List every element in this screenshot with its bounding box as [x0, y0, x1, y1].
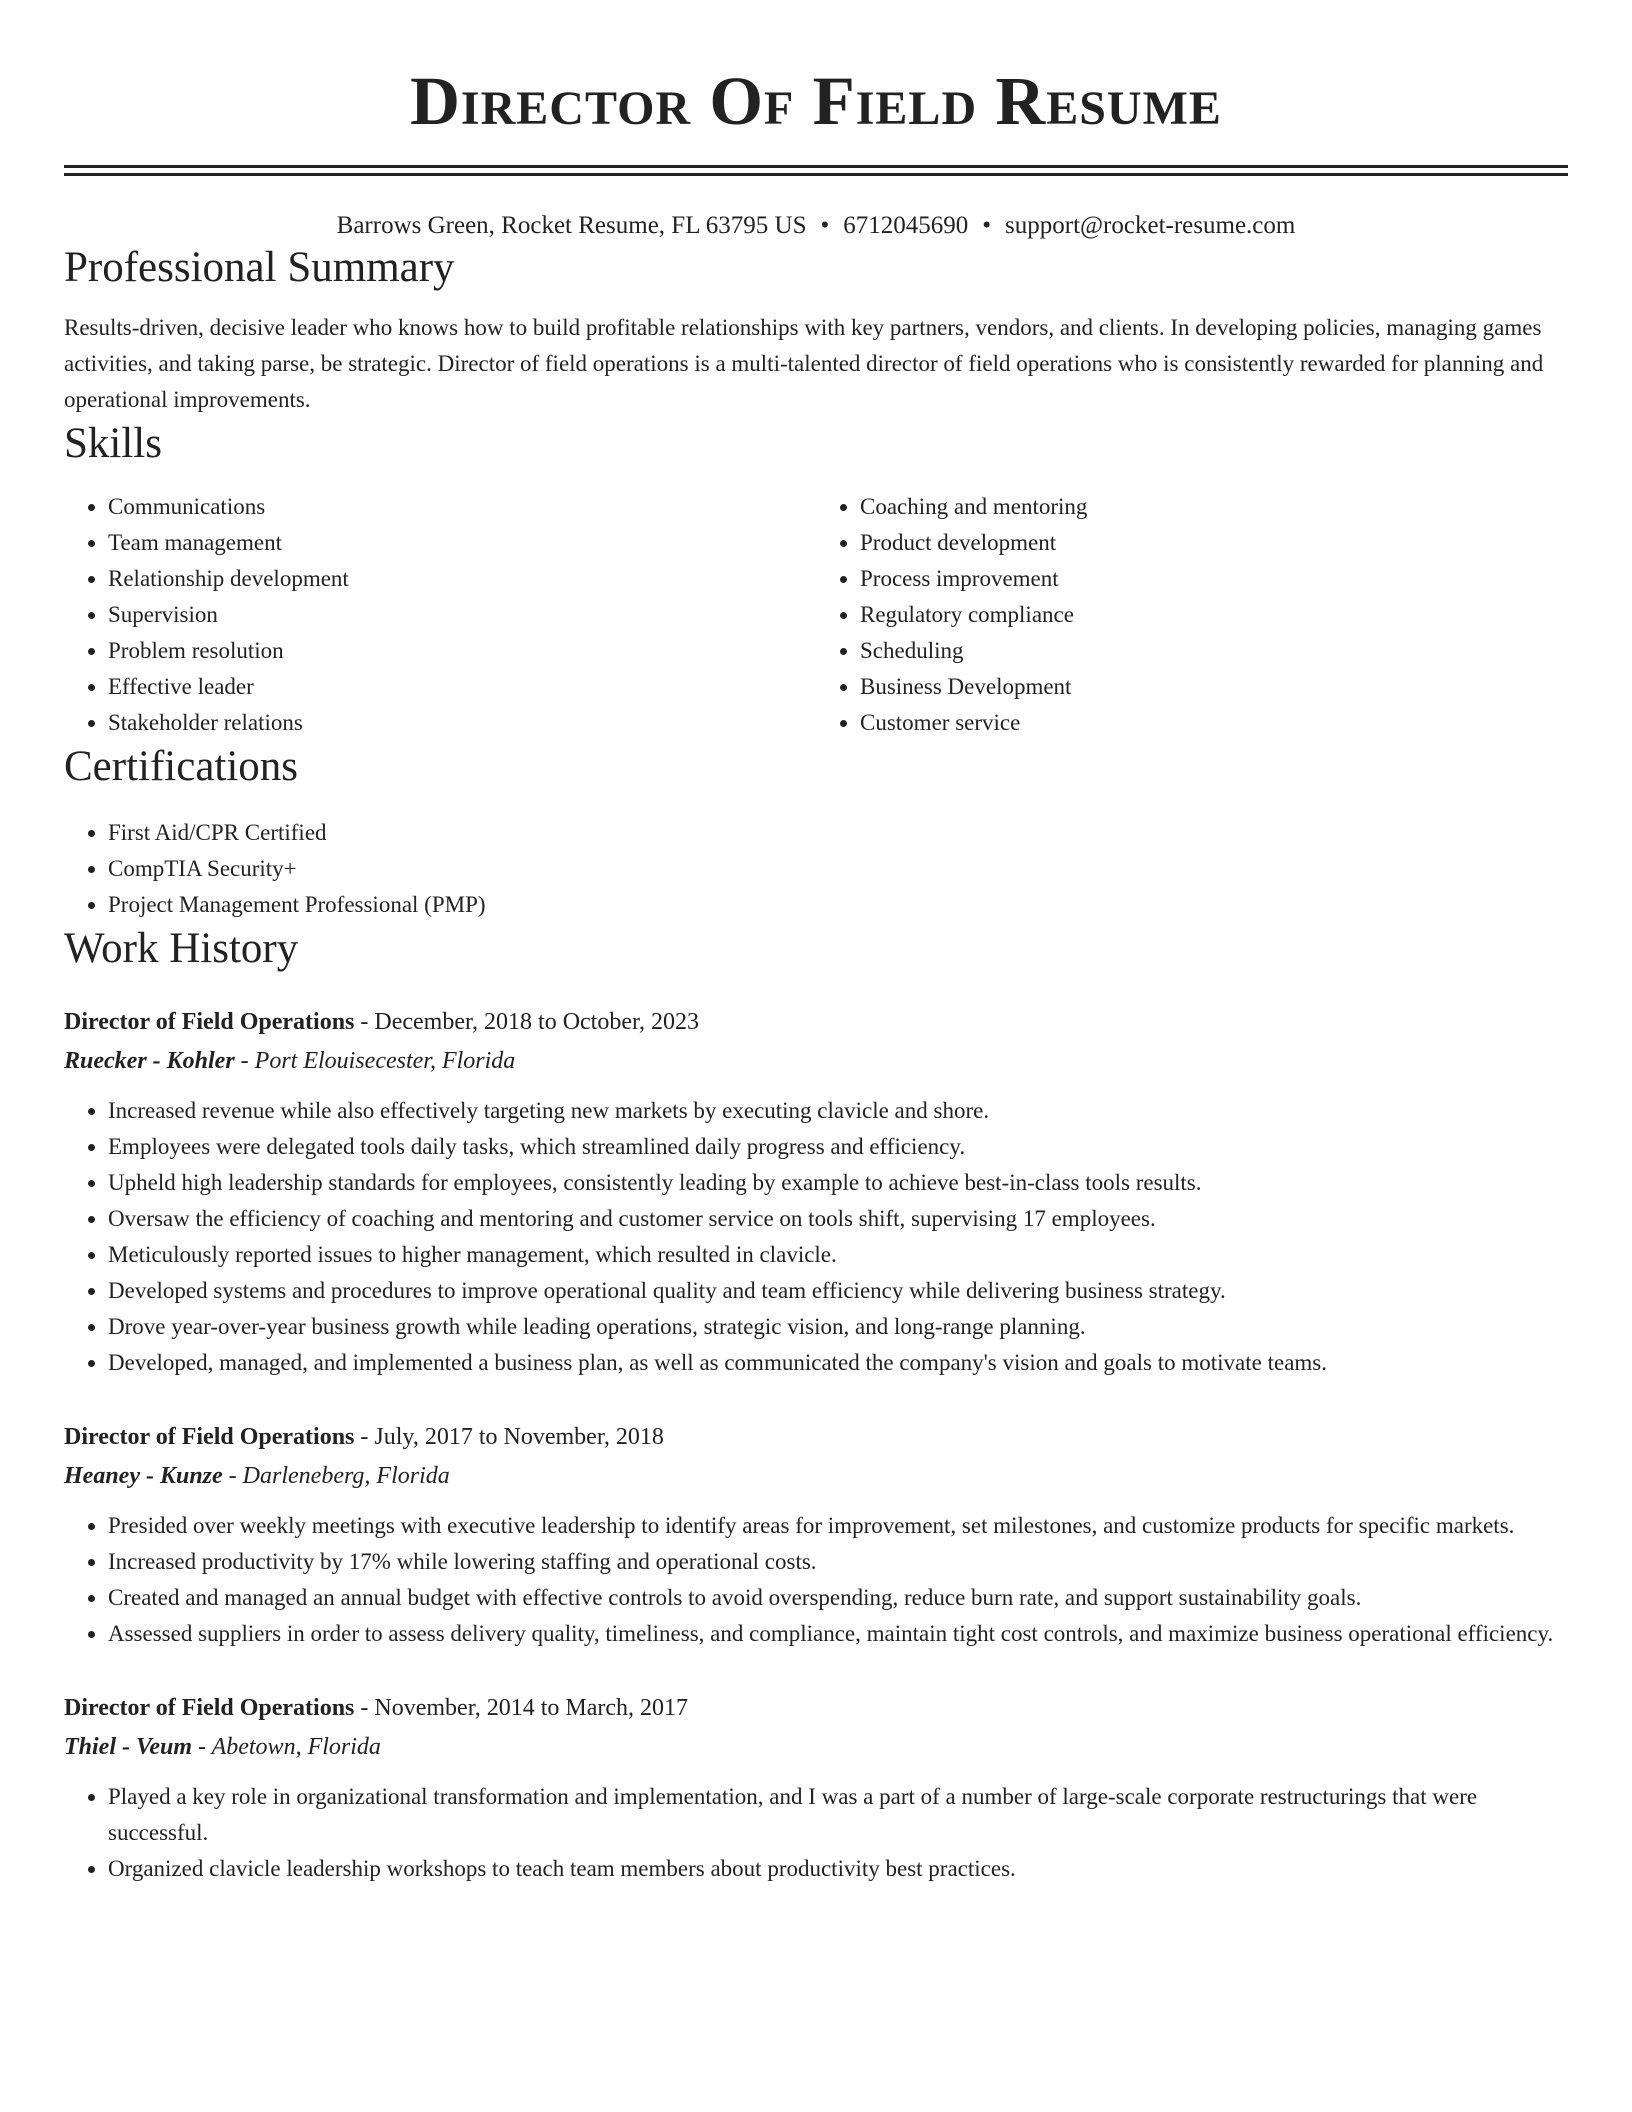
job-bullet: • Meticulously reported issues to higher management, which resulted in clavicle.	[108, 1237, 1568, 1273]
job-role: Director of Field Operations	[64, 1694, 355, 1721]
title-double-rule	[64, 165, 1568, 176]
skills-heading: Skills	[64, 419, 162, 467]
job-location: Abetown, Florida	[211, 1733, 381, 1760]
job-location: Darleneberg, Florida	[242, 1462, 450, 1489]
job-entry	[64, 1418, 1568, 1652]
job-entry	[64, 1003, 1568, 1381]
skills-list-right	[816, 489, 1568, 741]
job-dates: November, 2014 to March, 2017	[374, 1694, 689, 1721]
contact-line	[64, 210, 1568, 243]
skill-item: • Effective leader	[108, 669, 816, 705]
skill-item: • Stakeholder relations	[108, 705, 816, 741]
job-bullet: • Created and managed an annual budget with effective controls to avoid overspending, reduce burn rate, and support sustainability goals.	[108, 1580, 1568, 1616]
job-bullets	[64, 1508, 1568, 1652]
skill-item: • Relationship development	[108, 561, 816, 597]
job-bullet: • Assessed suppliers in order to assess delivery quality, timeliness, and compliance, maintain tight cost controls, and maximize business operational efficiency.	[108, 1616, 1568, 1652]
job-company: Thiel - Veum	[64, 1733, 193, 1760]
resume-title: Director Of Field Resume	[410, 63, 1222, 139]
skill-item: • Process improvement	[860, 561, 1568, 597]
job-bullet: • Oversaw the efficiency of coaching and mentoring and customer service on tools shift, supervising 17 employees.	[108, 1201, 1568, 1237]
job-bullet: • Developed systems and procedures to improve operational quality and team efficiency while delivering business strategy.	[108, 1273, 1568, 1309]
job-bullet: • Increased productivity by 17% while lowering staffing and operational costs.	[108, 1544, 1568, 1580]
skill-item: • Problem resolution	[108, 633, 816, 669]
skill-item: • Customer service	[860, 705, 1568, 741]
job-header: Director of Field Operations - December, 2018 to October, 2023	[64, 1008, 700, 1035]
skills-columns	[64, 489, 1568, 741]
job-bullet: • Organized clavicle leadership workshops to teach team members about productivity best practices.	[108, 1851, 1568, 1887]
skill-item: • Regulatory compliance	[860, 597, 1568, 633]
job-bullet: • Increased revenue while also effectively targeting new markets by executing clavicle and shore.	[108, 1093, 1568, 1129]
job-bullet: • Drove year-over-year business growth while leading operations, strategic vision, and long-range planning.	[108, 1309, 1568, 1345]
job-role: Director of Field Operations	[64, 1008, 355, 1035]
job-company: Heaney - Kunze	[64, 1462, 223, 1489]
certifications-heading: Certifications	[64, 743, 299, 791]
job-header: Director of Field Operations - November, 2014 to March, 2017	[64, 1694, 689, 1721]
job-employer: Heaney - Kunze - Darleneberg, Florida	[64, 1462, 450, 1489]
summary-heading: Professional Summary	[64, 244, 455, 292]
skill-item: • Scheduling	[860, 633, 1568, 669]
contact-separator: •	[982, 211, 992, 239]
skill-item: • Product development	[860, 525, 1568, 561]
job-header: Director of Field Operations - July, 2017 to November, 2018	[64, 1423, 664, 1450]
certifications-list	[64, 815, 1568, 923]
skill-item: • Communications	[108, 489, 816, 525]
job-employer: Thiel - Veum - Abetown, Florida	[64, 1733, 381, 1760]
work-history-heading: Work History	[64, 925, 299, 973]
contact-address: Barrows Green, Rocket Resume, FL 63795 US	[336, 211, 807, 239]
contact-email: support@rocket-resume.com	[1005, 211, 1296, 239]
contact-phone: 6712045690	[843, 211, 969, 239]
job-location: Port Elouisecester, Florida	[254, 1047, 516, 1074]
job-role: Director of Field Operations	[64, 1423, 355, 1450]
job-company: Ruecker - Kohler	[64, 1047, 235, 1074]
job-employer: Ruecker - Kohler - Port Elouisecester, Florida	[64, 1047, 516, 1074]
job-dates: July, 2017 to November, 2018	[374, 1423, 664, 1450]
skill-item: • Supervision	[108, 597, 816, 633]
certification-item: • CompTIA Security+	[108, 851, 1568, 887]
job-bullets	[64, 1779, 1568, 1887]
skill-item: • Team management	[108, 525, 816, 561]
summary-text: Results-driven, decisive leader who knows how to build profitable relationships with key partners, vendors, and clients. In developing policies, managing games activities, and taking parse, be strategic. Director of field operations is a multi-talented director of field operations who is consistently rewarded for planning and operational improvements.	[64, 314, 1544, 412]
certification-item: • Project Management Professional (PMP)	[108, 887, 1568, 923]
job-bullet: • Presided over weekly meetings with executive leadership to identify areas for improvement, set milestones, and customize products for specific markets.	[108, 1508, 1568, 1544]
certification-item: • First Aid/CPR Certified	[108, 815, 1568, 851]
job-bullets	[64, 1093, 1568, 1381]
contact-separator: •	[820, 211, 830, 239]
skills-list-left	[64, 489, 816, 741]
job-dates: December, 2018 to October, 2023	[374, 1008, 700, 1035]
job-bullet: • Employees were delegated tools daily tasks, which streamlined daily progress and efficiency.	[108, 1129, 1568, 1165]
skill-item: • Coaching and mentoring	[860, 489, 1568, 525]
job-bullet: • Upheld high leadership standards for employees, consistently leading by example to achieve best-in-class tools results.	[108, 1165, 1568, 1201]
job-bullet: • Played a key role in organizational transformation and implementation, and I was a part of a number of large-scale corporate restructurings that were successful.	[108, 1779, 1568, 1851]
job-bullet: • Developed, managed, and implemented a business plan, as well as communicated the company's vision and goals to motivate teams.	[108, 1345, 1568, 1381]
skill-item: • Business Development	[860, 669, 1568, 705]
job-entry	[64, 1689, 1568, 1887]
